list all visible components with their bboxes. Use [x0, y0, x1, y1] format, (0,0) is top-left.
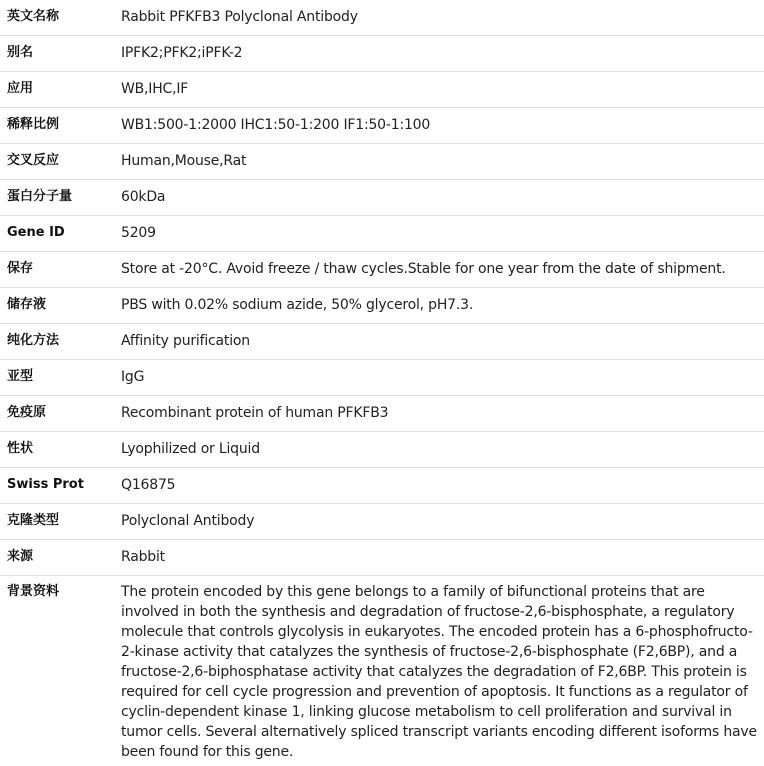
- row-purification: [0, 324, 764, 360]
- row-gene-id: [0, 216, 764, 252]
- row-host: [0, 540, 764, 576]
- row-alias: [0, 36, 764, 72]
- row-storage-buffer: [0, 288, 764, 324]
- row-cross-reactivity: [0, 144, 764, 180]
- row-label: 克隆类型: [0, 504, 113, 540]
- row-value: Affinity purification: [113, 324, 764, 360]
- row-swiss-prot: [0, 468, 764, 504]
- row-label: Swiss Prot: [0, 468, 113, 504]
- row-value: IPFK2;PFK2;iPFK-2: [113, 36, 764, 72]
- row-label: 纯化方法: [0, 324, 113, 360]
- row-form: [0, 432, 764, 468]
- row-label: 稀释比例: [0, 108, 113, 144]
- row-label: 性状: [0, 432, 113, 468]
- row-english-name: [0, 0, 764, 36]
- row-value: Store at -20°C. Avoid freeze / thaw cycles.Stable for one year from the date of shipment.: [113, 252, 764, 288]
- row-label: 亚型: [0, 360, 113, 396]
- row-value: IgG: [113, 360, 764, 396]
- row-application: [0, 72, 764, 108]
- row-immunogen: [0, 396, 764, 432]
- row-background: [0, 576, 764, 766]
- row-value: 60kDa: [113, 180, 764, 216]
- row-dilution: [0, 108, 764, 144]
- row-value: Polyclonal Antibody: [113, 504, 764, 540]
- row-molecular-weight: [0, 180, 764, 216]
- row-value: 5209: [113, 216, 764, 252]
- row-value: PBS with 0.02% sodium azide, 50% glycerol, pH7.3.: [113, 288, 764, 324]
- row-label: 应用: [0, 72, 113, 108]
- row-value: Rabbit PFKFB3 Polyclonal Antibody: [113, 0, 764, 36]
- row-value: Rabbit: [113, 540, 764, 576]
- row-value: Lyophilized or Liquid: [113, 432, 764, 468]
- row-storage: [0, 252, 764, 288]
- row-value: The protein encoded by this gene belongs to a family of bifunctional proteins that are involved in both the synthesis and degradation of fructose-2,6-bisphosphate, a regulatory molecule that controls glycolysis in eukaryotes. The encoded protein has a 6-phosphofructo-2-kinase activity that catalyzes the synthesis of fructose-2,6-bisphosphate (F2,6BP), and a fructose-2,6-biphosphatase activity that catalyzes the degradation of F2,6BP. This protein is required for cell cycle progression and prevention of apoptosis. It functions as a regulator of cyclin-dependent kinase 1, linking glucose metabolism to cell proliferation and survival in tumor cells. Several alternatively spliced transcript variants encoding different isoforms have been found for this gene.: [113, 576, 764, 766]
- row-label: 背景资料: [0, 576, 113, 766]
- row-label: 交叉反应: [0, 144, 113, 180]
- row-label: 保存: [0, 252, 113, 288]
- row-label: 储存液: [0, 288, 113, 324]
- row-label: 英文名称: [0, 0, 113, 36]
- row-label: Gene ID: [0, 216, 113, 252]
- row-value: Human,Mouse,Rat: [113, 144, 764, 180]
- row-value: Q16875: [113, 468, 764, 504]
- row-isotype: [0, 360, 764, 396]
- row-label: 免疫原: [0, 396, 113, 432]
- row-clonality: [0, 504, 764, 540]
- row-value: WB,IHC,IF: [113, 72, 764, 108]
- row-label: 蛋白分子量: [0, 180, 113, 216]
- row-value: Recombinant protein of human PFKFB3: [113, 396, 764, 432]
- row-label: 别名: [0, 36, 113, 72]
- row-value: WB1:500-1:2000 IHC1:50-1:200 IF1:50-1:100: [113, 108, 764, 144]
- row-label: 来源: [0, 540, 113, 576]
